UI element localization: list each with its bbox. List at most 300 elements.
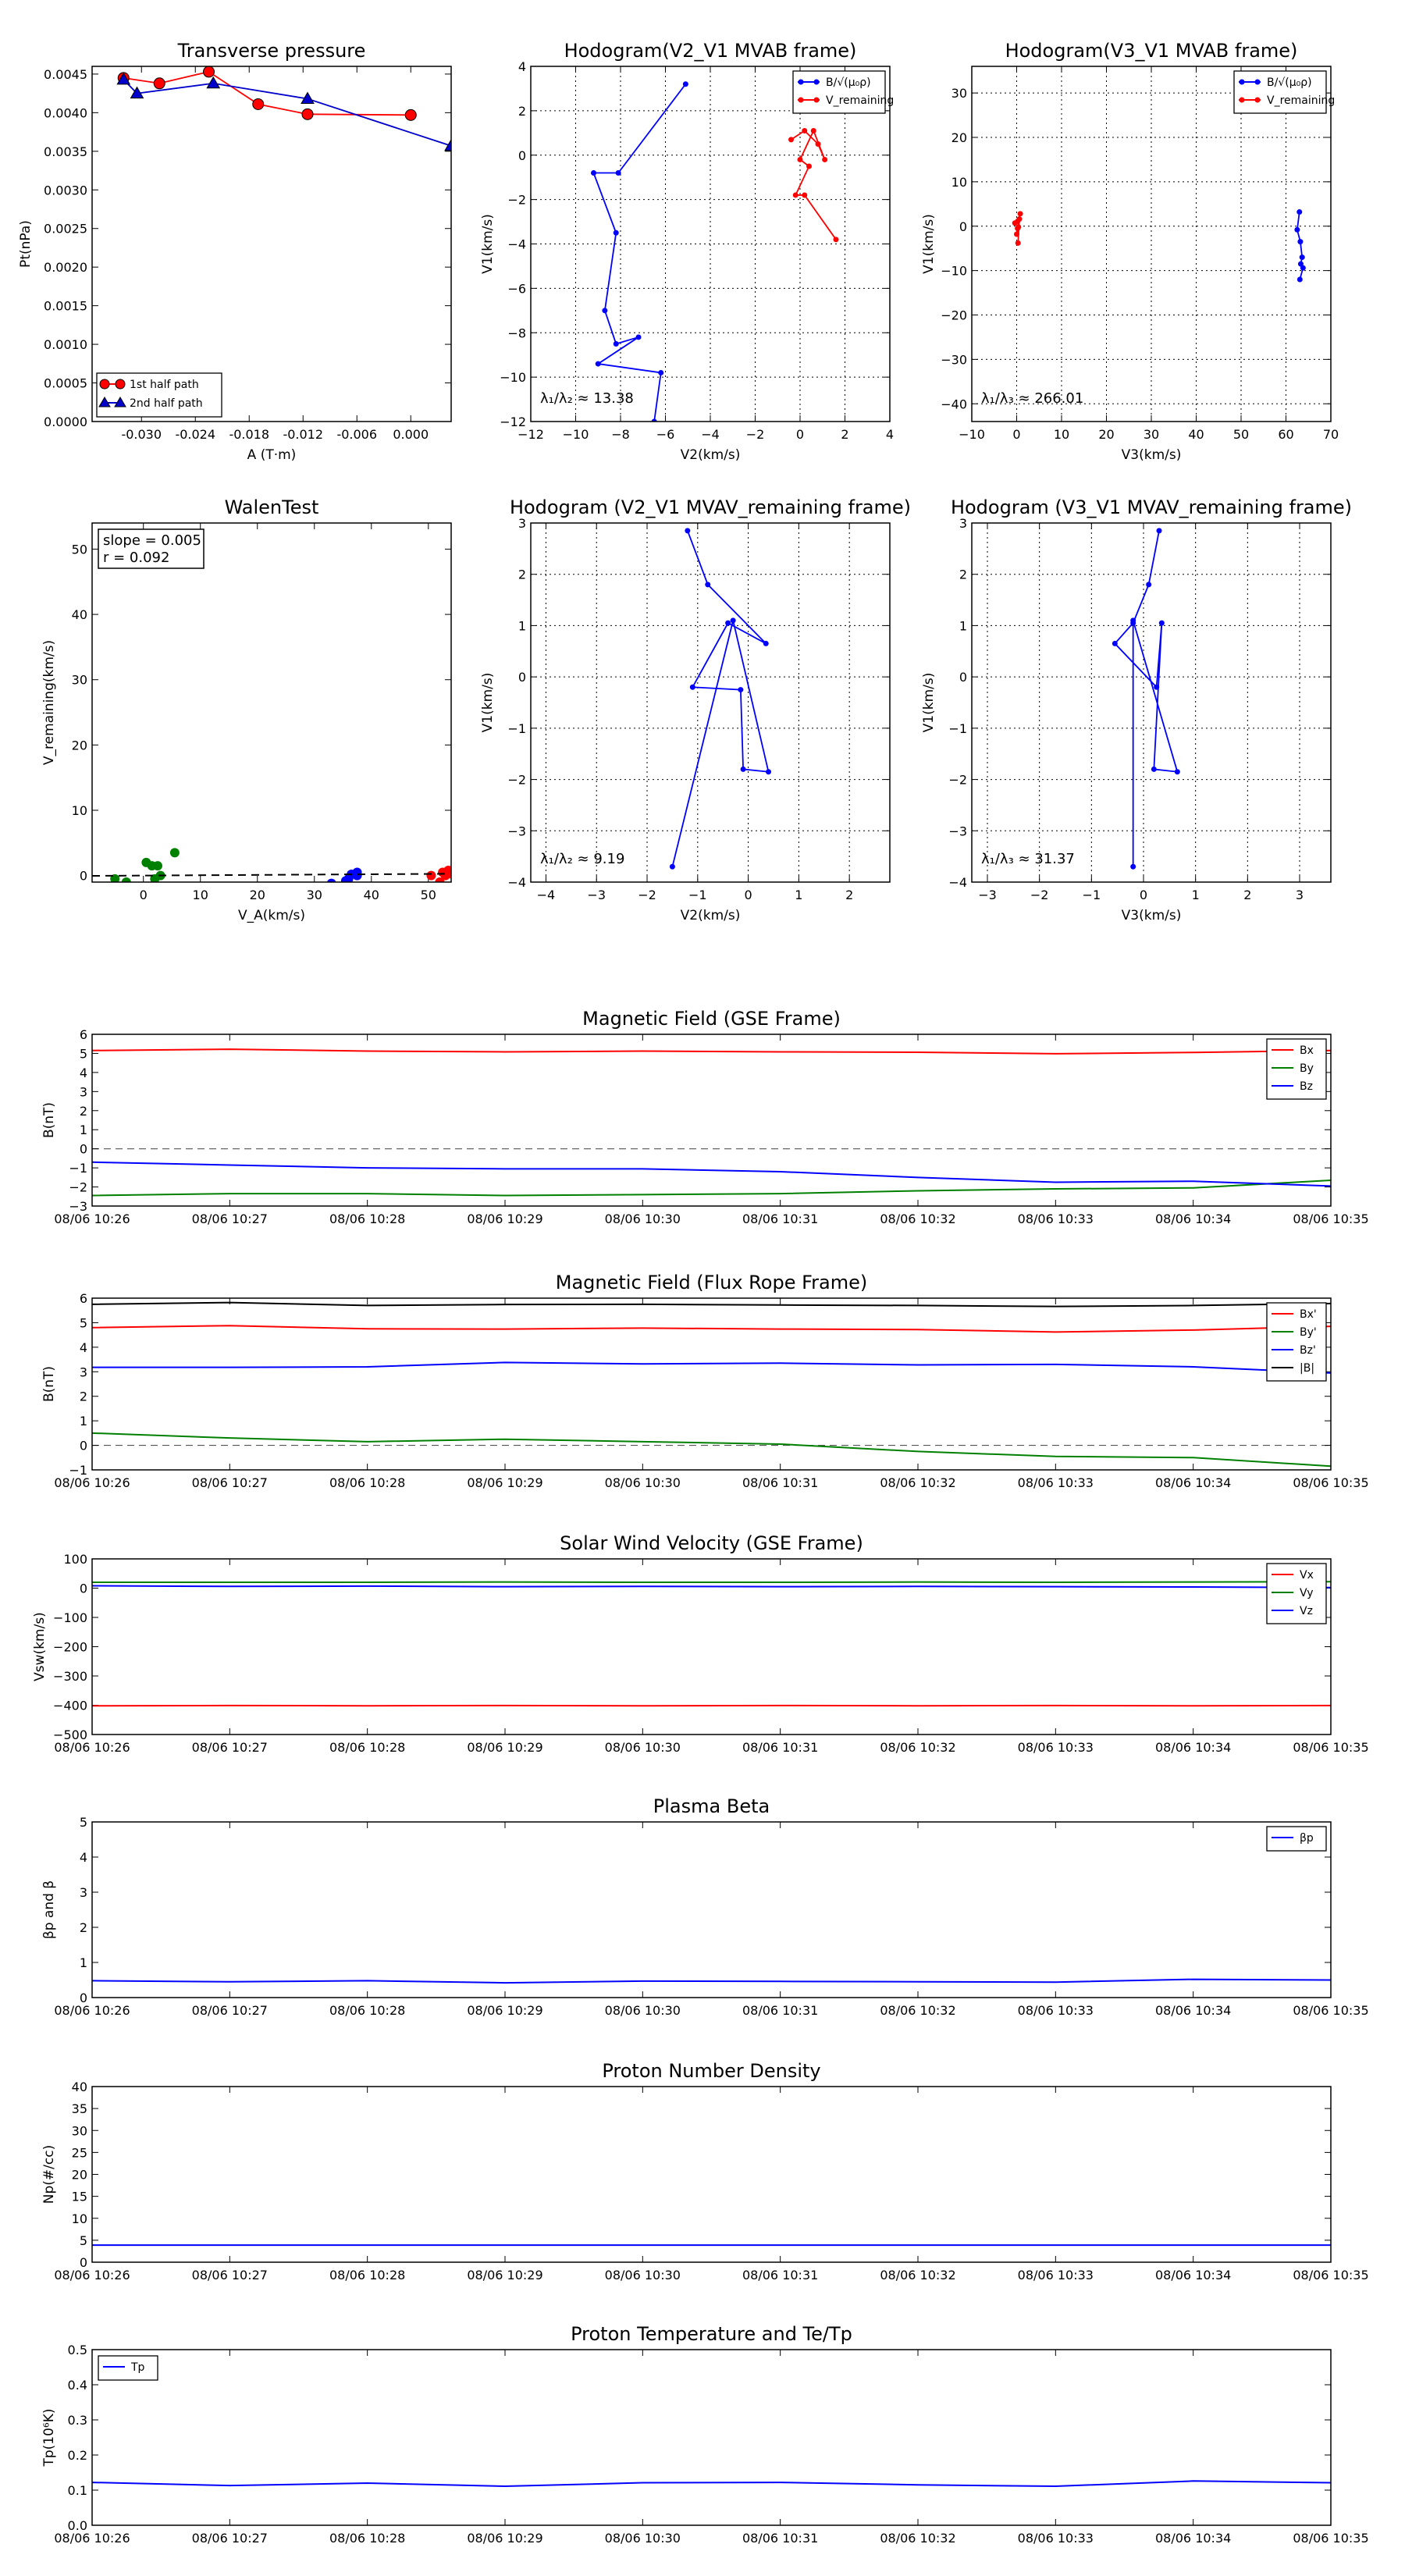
ratio-annotation: λ₁/λ₂ ≈ 13.38: [540, 390, 634, 407]
y-axis-label: V1(km/s): [921, 214, 937, 274]
y-tick-label: 0.2: [67, 2448, 87, 2463]
data-point: [1154, 685, 1159, 690]
data-point: [1016, 216, 1022, 222]
data-point: [658, 370, 663, 375]
series-line: [123, 80, 451, 146]
x-tick-label: 08/06 10:27: [191, 1212, 268, 1226]
data-point: [614, 230, 619, 236]
x-tick-label: 08/06 10:34: [1155, 1212, 1232, 1226]
y-axis-label: B(nT): [41, 1101, 57, 1139]
y-tick-label: 3: [79, 1364, 87, 1380]
y-tick-label: −400: [53, 1698, 87, 1713]
x-tick-label: 08/06 10:29: [467, 1475, 543, 1490]
y-tick-label: 35: [71, 2101, 87, 2117]
data-point: [1146, 582, 1151, 587]
y-tick-label: 2: [959, 567, 967, 582]
x-tick-label: −6: [656, 427, 675, 442]
stats-line: r = 0.092: [103, 550, 170, 566]
chart-bfr: [41, 1272, 1369, 1490]
y-axis-label: Np(#/cc): [41, 2144, 57, 2204]
data-point: [1297, 239, 1303, 244]
x-tick-label: 08/06 10:31: [742, 2268, 819, 2282]
x-tick-label: 08/06 10:34: [1155, 2268, 1232, 2282]
x-tick-label: 2: [1243, 888, 1252, 902]
chart-title: WalenTest: [224, 496, 319, 518]
axes-frame: [92, 1822, 1331, 1998]
x-tick-label: 08/06 10:32: [880, 2531, 956, 2546]
legend-label: 1st half path: [130, 379, 199, 391]
chart-h31: [921, 40, 1339, 463]
y-tick-label: 5: [79, 1815, 87, 1830]
x-axis-label: A (T·m): [247, 447, 297, 463]
x-tick-label: 08/06 10:35: [1293, 2531, 1369, 2546]
x-tick-label: 08/06 10:30: [604, 1212, 681, 1226]
x-tick-label: 08/06 10:34: [1155, 2531, 1232, 2546]
data-point: [725, 621, 731, 626]
legend-label: By': [1300, 1326, 1317, 1339]
x-tick-label: 08/06 10:33: [1017, 1740, 1094, 1755]
y-tick-label: 4: [79, 1065, 87, 1080]
series-line: [92, 1303, 1331, 1307]
y-tick-label: 1: [79, 1414, 87, 1429]
y-tick-label: 3: [79, 1084, 87, 1100]
x-axis-label: V3(km/s): [1121, 908, 1182, 923]
x-tick-label: −4: [701, 427, 720, 442]
x-tick-label: 10: [192, 888, 208, 902]
series-line: [92, 1325, 1331, 1332]
legend-label: Bz': [1300, 1344, 1316, 1357]
legend-label: Tp: [131, 2361, 145, 2374]
y-tick-label: 2: [518, 567, 526, 582]
legend: [1267, 1564, 1326, 1624]
chart-beta: [41, 1795, 1369, 2018]
y-axis-label: βp and β: [41, 1880, 57, 1940]
legend-marker: [1255, 98, 1261, 103]
x-tick-label: 08/06 10:26: [54, 2531, 130, 2546]
y-tick-label: 0: [79, 2255, 87, 2270]
data-point: [802, 192, 807, 197]
y-axis-label: V_remaining(km/s): [41, 639, 57, 766]
x-tick-label: 08/06 10:34: [1155, 1475, 1232, 1490]
x-tick-label: 4: [885, 427, 895, 442]
data-point: [302, 109, 313, 119]
series-line: [92, 1162, 1331, 1187]
data-point: [788, 137, 794, 142]
y-tick-label: 0.1: [67, 2483, 87, 2498]
legend-label: B/√(μ₀ρ): [826, 76, 871, 89]
chart-h21r: [480, 496, 911, 923]
legend-marker: [814, 80, 820, 85]
legend: [1234, 71, 1335, 113]
chart-title: Plasma Beta: [653, 1795, 770, 1817]
x-tick-label: -0.030: [121, 427, 162, 442]
chart-title: Hodogram(V3_V1 MVAB frame): [1005, 40, 1298, 62]
legend-label: B/√(μ₀ρ): [1267, 76, 1312, 89]
x-tick-label: 08/06 10:26: [54, 1212, 130, 1226]
y-tick-label: 5: [79, 2233, 87, 2248]
y-tick-label: 4: [79, 1850, 87, 1865]
y-axis-label: Vsw(km/s): [32, 1612, 48, 1681]
data-point: [405, 109, 416, 120]
x-tick-label: −2: [1030, 888, 1049, 902]
data-point: [1130, 617, 1136, 623]
y-tick-label: 0.0010: [44, 337, 87, 353]
x-tick-label: 08/06 10:31: [742, 2003, 819, 2018]
legend-marker: [814, 98, 820, 103]
y-tick-label: −2: [69, 1179, 87, 1195]
x-axis-label: V3(km/s): [1121, 447, 1182, 463]
data-point: [1300, 265, 1306, 271]
x-tick-label: 0: [795, 427, 805, 442]
legend-marker: [100, 379, 109, 389]
y-tick-label: 20: [71, 2167, 87, 2183]
data-point: [731, 617, 736, 623]
series-line: [92, 1180, 1331, 1196]
y-tick-label: 0.4: [67, 2378, 87, 2393]
axes-frame: [972, 523, 1331, 882]
data-point: [806, 163, 812, 169]
series-line: [123, 72, 411, 115]
y-tick-label: −1: [507, 720, 526, 736]
y-tick-label: −1: [69, 1463, 87, 1478]
data-point: [1130, 864, 1136, 870]
legend-box: [1267, 1827, 1326, 1851]
axes-frame: [92, 523, 451, 882]
x-tick-label: 08/06 10:27: [191, 1740, 268, 1755]
y-tick-label: 0: [959, 219, 967, 234]
axes-frame: [92, 1298, 1331, 1470]
chart-bgse: [41, 1008, 1369, 1226]
x-tick-label: 0: [139, 888, 148, 902]
plot-area: [92, 1303, 1331, 1467]
x-tick-label: 08/06 10:29: [467, 2531, 543, 2546]
y-tick-label: −10: [941, 263, 967, 279]
data-point: [596, 361, 601, 367]
y-tick-label: 30: [71, 2123, 87, 2139]
y-tick-label: 10: [71, 803, 87, 818]
x-tick-label: 08/06 10:33: [1017, 2268, 1094, 2282]
legend: [97, 373, 222, 417]
x-tick-label: 08/06 10:32: [880, 1475, 956, 1490]
y-tick-label: 4: [79, 1340, 87, 1355]
x-tick-label: 08/06 10:27: [191, 2003, 268, 2018]
data-point: [1159, 621, 1165, 626]
y-tick-label: −4: [507, 875, 526, 890]
series-line: [92, 1362, 1331, 1373]
y-tick-label: −1: [948, 720, 967, 736]
y-tick-label: 0: [79, 1438, 87, 1453]
x-tick-label: 08/06 10:33: [1017, 2531, 1094, 2546]
legend-marker: [799, 80, 804, 85]
data-point: [741, 767, 746, 772]
y-tick-label: −2: [507, 192, 526, 208]
plot-area: [117, 66, 457, 151]
y-tick-label: 10: [71, 2211, 87, 2226]
chart-h31r: [921, 496, 1352, 923]
y-tick-label: 0.3: [67, 2413, 87, 2428]
y-tick-label: −6: [507, 281, 526, 297]
y-tick-label: 5: [79, 1046, 87, 1062]
chart-title: Proton Number Density: [602, 2060, 821, 2082]
x-tick-label: 08/06 10:34: [1155, 2003, 1232, 2018]
chart-title: Magnetic Field (GSE Frame): [582, 1008, 841, 1030]
y-tick-label: −3: [948, 824, 967, 839]
y-tick-label: 0: [518, 670, 526, 685]
plot-area: [92, 2481, 1331, 2486]
x-tick-label: -0.006: [336, 427, 378, 442]
y-tick-label: −3: [69, 1199, 87, 1214]
x-tick-label: 2: [845, 888, 854, 902]
legend-box: [1267, 1039, 1326, 1099]
y-tick-label: −2: [948, 772, 967, 788]
series-line: [92, 1586, 1331, 1588]
y-tick-label: −30: [941, 352, 967, 368]
y-tick-label: −40: [941, 397, 967, 412]
y-tick-label: 0: [959, 670, 967, 685]
legend-marker: [1255, 80, 1261, 85]
chart-title: Hodogram (V3_V1 MVAV_remaining frame): [950, 496, 1353, 518]
x-tick-label: −2: [638, 888, 656, 902]
legend: [1267, 1039, 1326, 1099]
data-point: [1300, 254, 1305, 260]
data-point: [170, 848, 180, 857]
y-tick-label: 3: [959, 516, 967, 531]
ratio-annotation: λ₁/λ₃ ≈ 266.01: [981, 390, 1084, 407]
x-tick-label: −4: [536, 888, 556, 902]
axes-frame: [92, 66, 451, 422]
data-point: [1297, 277, 1303, 283]
x-tick-label: 08/06 10:31: [742, 1740, 819, 1755]
y-tick-label: 1: [79, 1123, 87, 1138]
y-tick-label: 0.0040: [44, 105, 87, 121]
x-tick-label: 40: [1188, 427, 1204, 442]
x-tick-label: 1: [1191, 888, 1200, 902]
x-tick-label: 1: [795, 888, 803, 902]
data-point: [822, 157, 827, 162]
x-tick-label: -0.012: [283, 427, 324, 442]
y-tick-label: 0: [79, 1991, 87, 2005]
chart-h21: [480, 40, 894, 463]
chart-title: Solar Wind Velocity (GSE Frame): [560, 1532, 863, 1554]
data-point: [763, 641, 769, 646]
fit-line: [92, 873, 451, 876]
x-tick-label: 50: [420, 888, 436, 902]
x-tick-label: 08/06 10:32: [880, 2003, 956, 2018]
legend-label: 2nd half path: [130, 397, 203, 410]
legend-label: Vz: [1300, 1605, 1313, 1617]
y-tick-label: 6: [79, 1027, 87, 1042]
data-point: [353, 871, 362, 881]
x-axis-label: V_A(km/s): [237, 908, 306, 923]
legend-marker: [799, 98, 804, 103]
x-tick-label: 60: [1278, 427, 1294, 442]
y-tick-label: 0.0005: [44, 375, 87, 391]
data-point: [834, 237, 839, 242]
x-tick-label: 40: [363, 888, 379, 902]
y-axis-label: V1(km/s): [921, 672, 937, 733]
data-point: [207, 77, 219, 88]
data-point: [685, 528, 690, 533]
data-point: [153, 861, 162, 870]
y-tick-label: 40: [71, 2080, 87, 2094]
x-tick-label: −12: [518, 427, 544, 442]
legend: [1267, 1827, 1326, 1851]
y-tick-label: −12: [500, 415, 526, 429]
chart-tp: [18, 40, 457, 463]
x-tick-label: −10: [959, 427, 985, 442]
y-tick-label: 0.0045: [44, 66, 87, 82]
x-tick-label: 08/06 10:27: [191, 2531, 268, 2546]
legend-label: |B|: [1300, 1362, 1315, 1375]
data-point: [1015, 226, 1020, 231]
data-point: [614, 341, 619, 347]
x-tick-label: 08/06 10:26: [54, 1475, 130, 1490]
y-tick-label: −8: [507, 326, 526, 341]
x-tick-label: 0: [1012, 427, 1021, 442]
x-tick-label: 08/06 10:34: [1155, 1740, 1232, 1755]
x-tick-label: −1: [1082, 888, 1101, 902]
legend-box: [98, 2356, 158, 2380]
x-tick-label: 08/06 10:30: [604, 2003, 681, 2018]
data-point: [811, 128, 816, 133]
plot-area: [670, 528, 771, 869]
y-axis-label: V1(km/s): [480, 672, 496, 733]
legend-label: Bx': [1300, 1308, 1317, 1321]
legend: [98, 2356, 158, 2380]
x-tick-label: 0: [1139, 888, 1148, 902]
legend-label: Bx: [1300, 1044, 1314, 1057]
data-point: [683, 81, 688, 87]
x-tick-label: 08/06 10:33: [1017, 2003, 1094, 2018]
x-tick-label: 08/06 10:28: [329, 1212, 406, 1226]
x-tick-label: 08/06 10:31: [742, 2531, 819, 2546]
legend-label: Vx: [1300, 1569, 1314, 1582]
x-tick-label: −3: [587, 888, 606, 902]
y-tick-label: 0.0000: [44, 415, 87, 429]
x-tick-label: 08/06 10:35: [1293, 1475, 1369, 1490]
chart-title: Magnetic Field (Flux Rope Frame): [555, 1272, 868, 1293]
x-tick-label: −1: [688, 888, 707, 902]
x-tick-label: 08/06 10:28: [329, 2531, 406, 2546]
y-tick-label: 0.0025: [44, 221, 87, 237]
plot-area: [92, 1980, 1331, 1984]
legend-label: By: [1300, 1062, 1314, 1075]
y-tick-label: −4: [948, 875, 967, 890]
data-point: [816, 141, 821, 147]
data-point: [1294, 227, 1300, 233]
ratio-annotation: λ₁/λ₂ ≈ 9.19: [540, 851, 625, 867]
y-tick-label: 0.5: [67, 2343, 87, 2357]
x-tick-label: 08/06 10:28: [329, 1740, 406, 1755]
data-point: [802, 128, 807, 133]
y-tick-label: −500: [53, 1727, 87, 1742]
y-tick-label: 0.0: [67, 2518, 87, 2533]
y-axis-label: Pt(nPa): [18, 220, 34, 268]
x-tick-label: 08/06 10:31: [742, 1475, 819, 1490]
x-tick-label: 10: [1053, 427, 1070, 442]
y-tick-label: 50: [71, 542, 87, 557]
chart-title: Hodogram (V2_V1 MVAV_remaining frame): [509, 496, 912, 518]
y-axis-label: V1(km/s): [480, 214, 496, 274]
plot-area: [87, 848, 455, 893]
x-tick-label: −10: [562, 427, 589, 442]
x-tick-label: 3: [1295, 888, 1304, 902]
legend-marker: [1240, 80, 1245, 85]
series-line: [672, 531, 768, 866]
data-point: [798, 157, 803, 162]
data-point: [766, 769, 771, 774]
y-tick-label: 4: [518, 59, 526, 74]
chart-title: Hodogram(V2_V1 MVAB frame): [564, 40, 857, 62]
legend-label: V_remaining: [1267, 94, 1336, 107]
x-tick-label: 08/06 10:30: [604, 1740, 681, 1755]
x-tick-label: 08/06 10:29: [467, 2268, 543, 2282]
y-tick-label: 20: [951, 130, 967, 145]
data-point: [738, 687, 743, 692]
y-tick-label: −4: [507, 237, 526, 252]
legend: [793, 71, 894, 113]
chart-tp2: [41, 2323, 1369, 2546]
data-point: [690, 685, 695, 690]
data-point: [1175, 769, 1180, 774]
chart-walen: [41, 496, 455, 923]
y-tick-label: −10: [500, 370, 526, 386]
data-point: [670, 864, 675, 870]
y-tick-label: −200: [53, 1639, 87, 1655]
y-tick-label: 1: [79, 1955, 87, 1970]
y-tick-label: 30: [71, 672, 87, 688]
chart-title: Transverse pressure: [177, 40, 366, 62]
series-line: [92, 1433, 1331, 1466]
data-point: [253, 98, 264, 109]
x-tick-label: 08/06 10:26: [54, 2268, 130, 2282]
x-tick-label: 08/06 10:30: [604, 2268, 681, 2282]
y-tick-label: 0: [518, 148, 526, 163]
y-tick-label: 5: [79, 1315, 87, 1331]
y-tick-label: 2: [518, 103, 526, 119]
data-point: [1112, 641, 1118, 646]
x-tick-label: 08/06 10:28: [329, 2268, 406, 2282]
y-tick-label: 0: [79, 1141, 87, 1157]
legend-marker: [1240, 98, 1245, 103]
x-tick-label: 0: [744, 888, 752, 902]
data-point: [1014, 231, 1019, 237]
x-tick-label: −3: [978, 888, 997, 902]
data-point: [591, 170, 596, 176]
x-tick-label: 08/06 10:26: [54, 1740, 130, 1755]
x-tick-label: 20: [1098, 427, 1115, 442]
data-point: [793, 192, 799, 197]
axes-frame: [972, 66, 1331, 422]
plot-area: [92, 1582, 1331, 1706]
x-tick-label: 0.000: [393, 427, 429, 442]
y-tick-label: 2: [79, 1103, 87, 1119]
x-tick-label: 08/06 10:32: [880, 2268, 956, 2282]
x-tick-label: 30: [1143, 427, 1160, 442]
x-tick-label: 08/06 10:32: [880, 1740, 956, 1755]
x-tick-label: 08/06 10:26: [54, 2003, 130, 2018]
y-axis-label: Tp(10⁶K): [41, 2408, 57, 2467]
y-tick-label: −20: [941, 308, 967, 323]
data-point: [1016, 240, 1021, 246]
y-tick-label: 15: [71, 2189, 87, 2204]
y-tick-label: 0.0035: [44, 144, 87, 159]
data-point: [154, 78, 165, 89]
x-tick-label: 08/06 10:27: [191, 2268, 268, 2282]
y-axis-label: B(nT): [41, 1365, 57, 1403]
data-point: [446, 869, 455, 878]
y-tick-label: 0: [79, 1581, 87, 1596]
